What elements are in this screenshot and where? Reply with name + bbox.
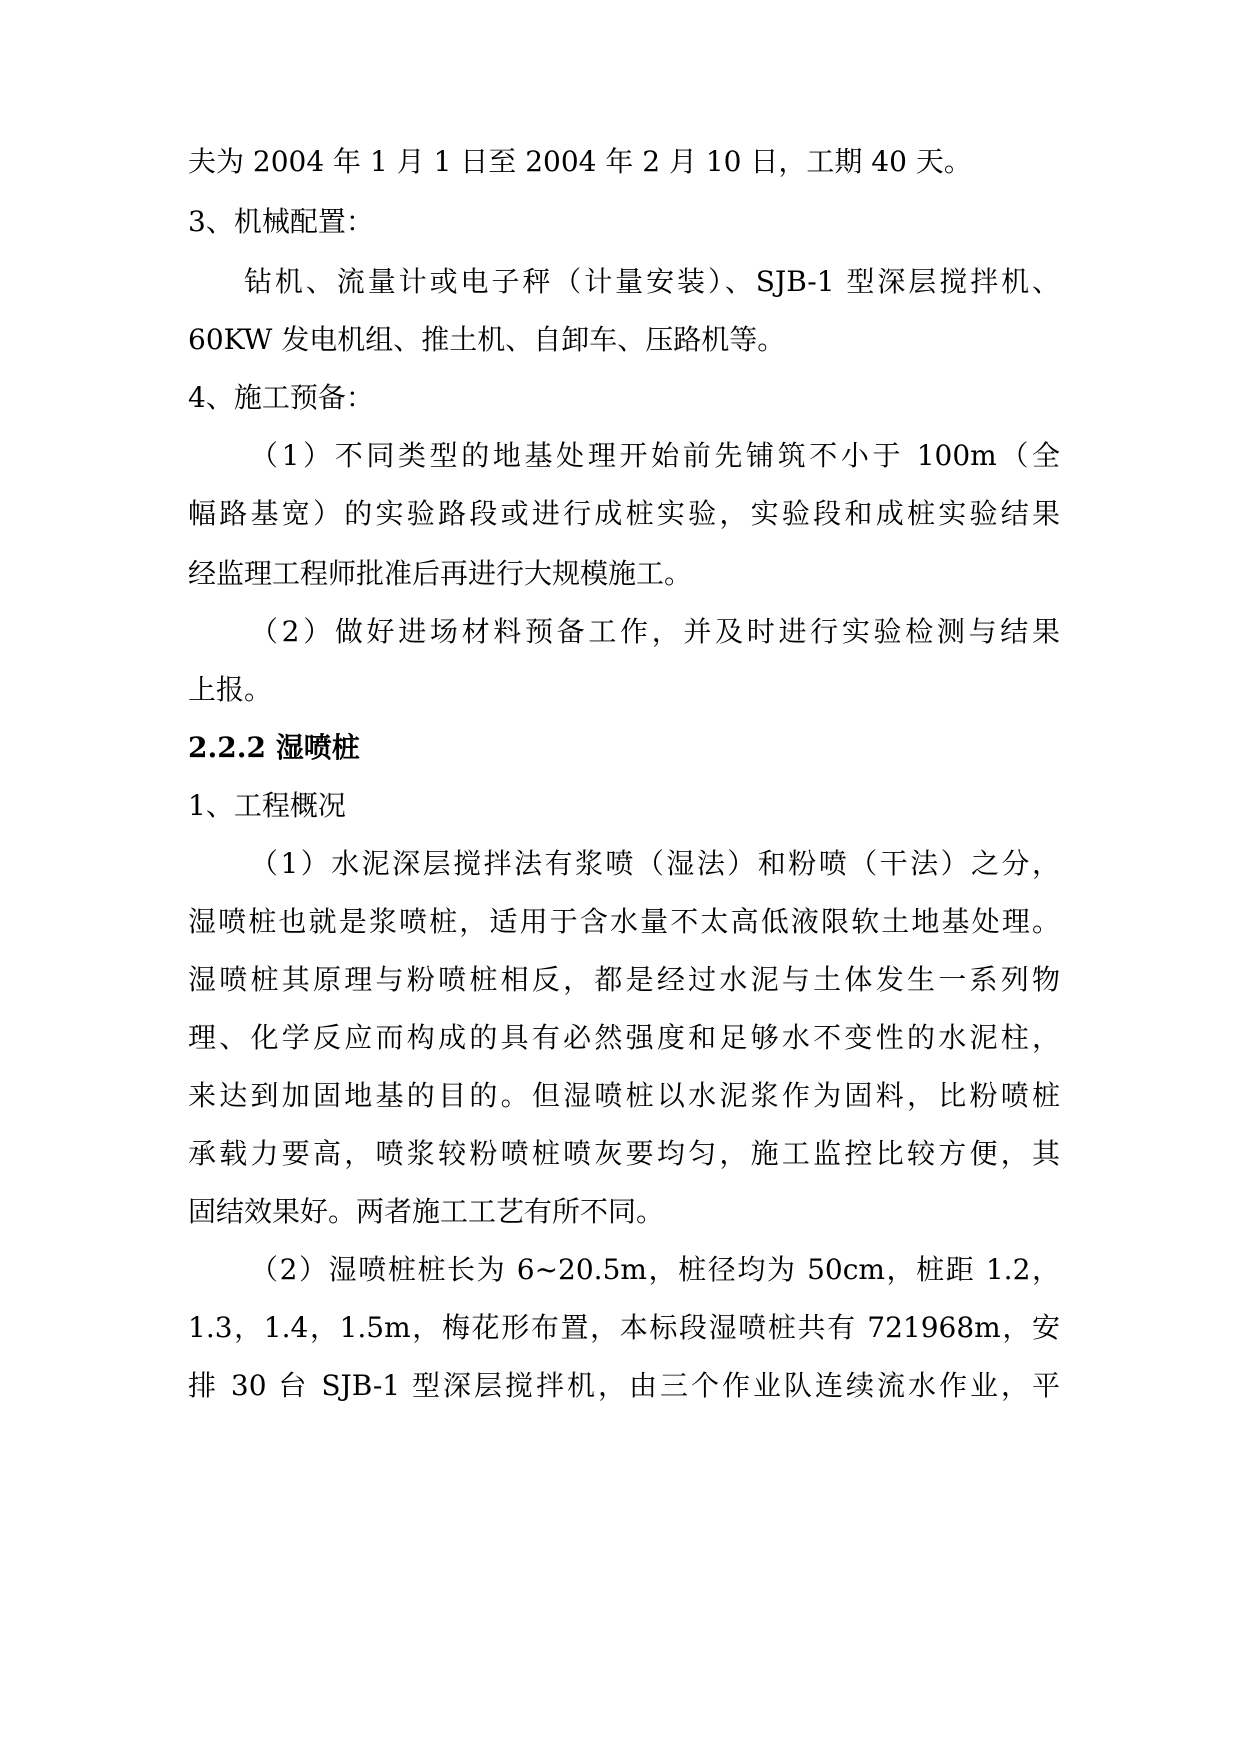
text-line-overview-2c: 排 30 台 SJB-1 型深层搅拌机，由三个作业队连续流水作业，平: [188, 1369, 1060, 1402]
subsection-heading-wet-spray-pile: 2.2.2 湿喷桩: [188, 731, 360, 764]
text-line-overview-1g: 固结效果好。两者施工工艺有所不同。: [188, 1195, 665, 1228]
text-line-overview-1c: 湿喷桩其原理与粉喷桩相反，都是经过水泥与土体发生一系列物: [188, 963, 1060, 996]
section-heading-preparation: 4、施工预备：: [188, 381, 374, 414]
text-line-schedule: 夫为 2004 年 1 月 1 日至 2004 年 2 月 10 日，工期 40 天。: [188, 145, 972, 178]
section-heading-machinery: 3、机械配置：: [188, 205, 374, 238]
text-line-prep-1c: 经监理工程师批准后再进行大规模施工。: [188, 557, 693, 590]
text-line-prep-1b: 幅路基宽）的实验路段或进行成桩实验，实验段和成桩实验结果: [188, 497, 1060, 530]
text-line-overview-1d: 理、化学反应而构成的具有必然强度和足够水不变性的水泥柱，: [188, 1021, 1060, 1054]
text-line-prep-2b: 上报。: [188, 673, 273, 706]
text-line-machinery-2: 60KW 发电机组、推土机、自卸车、压路机等。: [188, 323, 786, 356]
text-line-prep-2a: （2）做好进场材料预备工作，并及时进行实验检测与结果: [250, 615, 1060, 648]
text-line-overview-2b: 1.3，1.4，1.5m，梅花形布置，本标段湿喷桩共有 721968m，安: [188, 1311, 1060, 1344]
text-line-overview-1f: 承载力要高，喷浆较粉喷桩喷灰要均匀，施工监控比较方便，其: [188, 1137, 1060, 1170]
text-line-overview-2a: （2）湿喷桩桩长为 6~20.5m，桩径均为 50cm，桩距 1.2，: [250, 1253, 1060, 1286]
section-heading-overview: 1、工程概况: [188, 789, 346, 822]
text-line-overview-1a: （1）水泥深层搅拌法有浆喷（湿法）和粉喷（干法）之分，: [250, 847, 1060, 880]
text-line-machinery-1: 钻机、流量计或电子秤（计量安装）、SJB-1 型深层搅拌机、: [244, 265, 1060, 298]
text-line-overview-1e: 来达到加固地基的目的。但湿喷桩以水泥浆作为固料，比粉喷桩: [188, 1079, 1060, 1112]
text-line-prep-1a: （1）不同类型的地基处理开始前先铺筑不小于 100m（全: [250, 439, 1060, 472]
text-line-overview-1b: 湿喷桩也就是浆喷桩，适用于含水量不太高低液限软土地基处理。: [188, 905, 1060, 938]
